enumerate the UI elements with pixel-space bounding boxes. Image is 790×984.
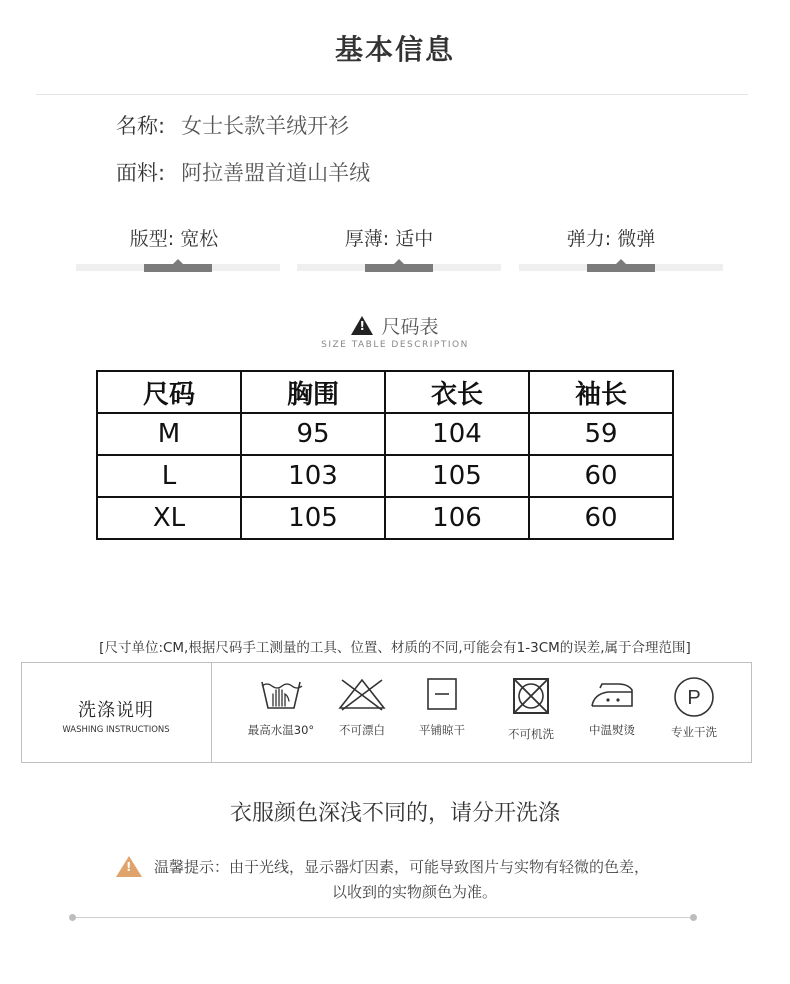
- size-table-title: 尺码表: [381, 316, 439, 338]
- professional-dry-clean-icon: [673, 676, 715, 718]
- table-cell: 95: [241, 413, 385, 455]
- info-name-row: [116, 110, 349, 140]
- wash-item-dry-clean: [651, 676, 737, 740]
- table-cell: 106: [385, 497, 529, 539]
- no-machine-wash-icon: [511, 676, 551, 716]
- color-note: 衣服颜色深浅不同的，请分开洗涤: [229, 801, 560, 826]
- tip-line-1: 温馨提示：由于光线，显示器灯因素，可能导致图片与实物有轻微的色差，: [154, 858, 650, 876]
- table-header-cell: 袖长: [529, 371, 673, 413]
- table-cell: XL: [97, 497, 241, 539]
- warning-icon: !: [116, 856, 142, 877]
- table-cell: 104: [385, 413, 529, 455]
- page-title: 基本信息: [334, 33, 455, 66]
- table-row: [97, 455, 673, 497]
- title-divider: [36, 94, 748, 95]
- wash-caption: 专业干洗: [671, 725, 717, 739]
- warning-icon: !: [351, 316, 373, 335]
- wash-caption: 不可漂白: [339, 723, 385, 737]
- table-cell: 103: [241, 455, 385, 497]
- size-note: [尺寸单位:CM,根据尺码手工测量的工具、位置、材质的不同,可能会有1-3CM的误差,属于合理范围]: [99, 640, 691, 656]
- attr-thickness-label: 厚薄: 适中: [344, 228, 434, 250]
- info-fabric-row: [116, 157, 370, 187]
- no-bleach-icon: [336, 676, 388, 712]
- attr-elasticity-label: 弹力: 微弹: [566, 228, 656, 250]
- table-header-cell: 尺码: [97, 371, 241, 413]
- wash-caption: 平铺晾干: [419, 723, 465, 737]
- table-cell: 60: [529, 455, 673, 497]
- table-cell: 59: [529, 413, 673, 455]
- table-cell: L: [97, 455, 241, 497]
- table-cell: 60: [529, 497, 673, 539]
- name-label: 名称:: [116, 114, 166, 138]
- fabric-value: 阿拉善盟首道山羊绒: [181, 161, 371, 185]
- table-row: [97, 413, 673, 455]
- wash-caption: 不可机洗: [508, 727, 554, 741]
- table-header-cell: 衣长: [385, 371, 529, 413]
- divider-dot-left: [69, 914, 76, 921]
- attr-fit-scale: [76, 264, 280, 271]
- table-row: [97, 497, 673, 539]
- wash-item-flat-dry: [399, 676, 485, 738]
- fabric-label: 面料:: [116, 161, 166, 185]
- table-cell: M: [97, 413, 241, 455]
- table-cell: 105: [241, 497, 385, 539]
- size-table-subtitle: SIZE TABLE DESCRIPTION: [321, 340, 469, 350]
- size-table-heading: [0, 312, 790, 350]
- bottom-divider: [73, 917, 693, 918]
- hand-wash-icon: [259, 676, 303, 712]
- flat-dry-icon: [424, 676, 460, 712]
- wash-caption: 最高水温30°: [247, 723, 315, 737]
- size-table: [96, 370, 674, 540]
- attr-fit-marker: [144, 264, 212, 272]
- attr-fit-label: 版型: 宽松: [129, 228, 219, 250]
- name-value: 女士长款羊绒开衫: [181, 114, 350, 138]
- washing-title-en: WASHING INSTRUCTIONS: [62, 725, 170, 735]
- washing-title: 洗涤说明: [78, 700, 154, 721]
- table-header-cell: 胸围: [241, 371, 385, 413]
- divider-dot-right: [690, 914, 697, 921]
- wash-caption: 中温熨烫: [589, 723, 635, 737]
- iron-medium-icon: [588, 676, 636, 712]
- wash-item-no-machine-wash: [488, 676, 574, 742]
- attr-elasticity-marker: [587, 264, 655, 272]
- attr-thickness-scale: [297, 264, 501, 271]
- svg-text:P: P: [687, 687, 701, 709]
- table-header-row: [97, 371, 673, 413]
- wash-item-iron: [569, 676, 655, 738]
- washing-divider: [211, 662, 212, 762]
- tip-line-2: 以收到的实物颜色为准。: [332, 883, 498, 901]
- table-cell: 105: [385, 455, 529, 497]
- washing-title-block: [21, 696, 211, 735]
- wash-item-hand-wash: [238, 676, 324, 738]
- attr-elasticity-scale: [519, 264, 723, 271]
- wash-item-no-bleach: [319, 676, 405, 738]
- attr-thickness-marker: [365, 264, 433, 272]
